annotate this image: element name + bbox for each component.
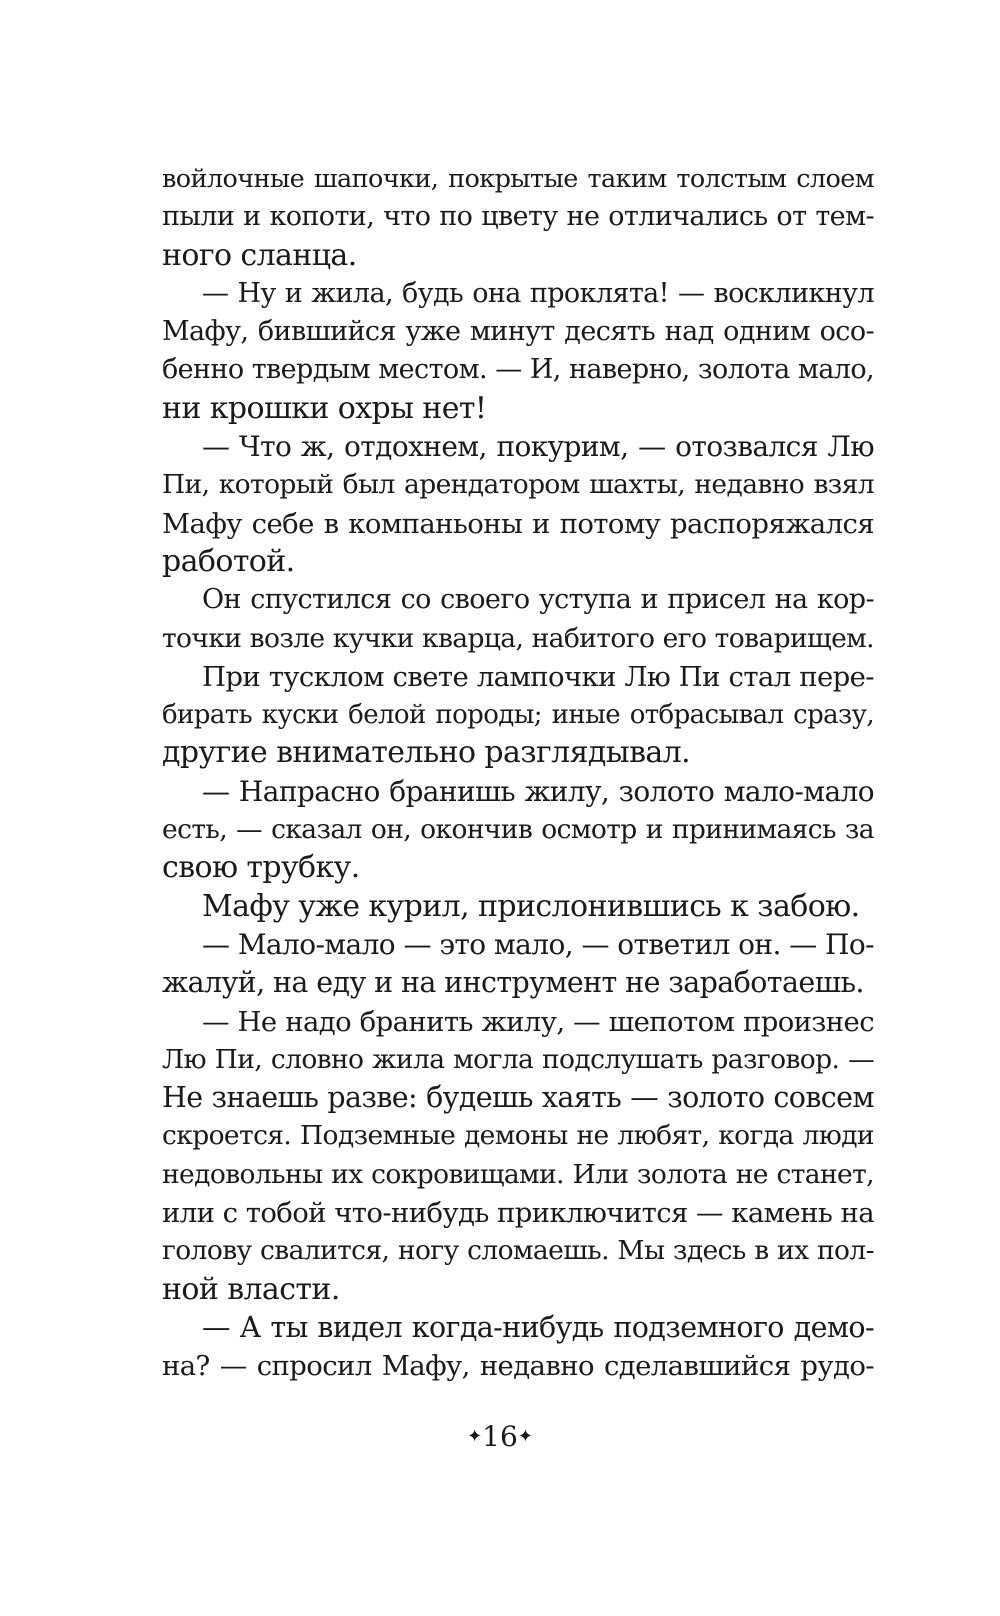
text-line: другие внимательно разглядывал. — [162, 735, 691, 771]
ornament-left-icon: ✦ — [467, 1426, 483, 1447]
text-line: Лю Пи, словно жила могла подслушать разговор. — — [162, 1043, 874, 1075]
text-line: есть, — сказал он, окончив осмотр и принимаясь за — [162, 814, 874, 846]
text-line: — Не надо бранить жилу, — шепотом произнес — [202, 1005, 874, 1038]
text-line: на? — спросил Мафу, недавно сделавшийся рудо- — [162, 1350, 874, 1383]
text-line: Мафу, бившийся уже минут десять над одним осо- — [162, 316, 874, 348]
text-line: войлочные шапочки, покрытые таким толстым слоем — [162, 164, 874, 194]
text-line: — Мало-мало — это мало, — ответил он. — По- — [202, 927, 874, 961]
text-line: бирать куски белой породы; иные отбрасывал сразу, — [162, 700, 874, 731]
text-line: голову свалится, ногу сломаешь. Мы здесь в их пол- — [162, 1235, 874, 1267]
body-text — [162, 160, 874, 1386]
text-line: пыли и копоти, что по цвету не отличались от тем- — [162, 201, 874, 233]
page-number: 16 — [482, 1420, 518, 1453]
page-footer — [0, 1420, 1000, 1453]
text-line: Пи, который был арендатором шахты, недавно взял — [162, 469, 874, 501]
text-line: ного сланца. — [162, 237, 357, 273]
text-line: скроется. Подземные демоны не любят, когда люди — [162, 1120, 874, 1152]
text-line: Он спустился со своего уступа и присел на кор- — [202, 584, 874, 616]
text-line: Не знаешь разве: будешь хаять — золото совсем — [162, 1081, 874, 1115]
text-line: При тусклом свете лампочки Лю Пи стал пере- — [202, 660, 874, 693]
text-line: точки возле кучки кварца, набитого его товарищем. — [162, 622, 874, 654]
text-line: — А ты видел когда-нибудь подземного демо- — [202, 1310, 874, 1344]
text-line: Мафу уже курил, прислонившись к забою. — [202, 888, 860, 924]
text-line: ни крошки охры нет! — [162, 390, 487, 426]
ornament-right-icon: ✦ — [517, 1426, 533, 1447]
text-line: — Ну и жила, будь она проклята! — воскликнул — [202, 277, 874, 309]
text-line: работой. — [162, 543, 295, 579]
text-line: — Напрасно бранишь жилу, золото мало-мало — [202, 774, 874, 808]
text-line: свою трубку. — [162, 850, 360, 886]
text-line: ной власти. — [162, 1271, 340, 1307]
text-line: недовольны их сокровищами. Или золота не станет, — [162, 1158, 874, 1190]
text-line: — Что ж, отдохнем, покурим, — отозвался Лю — [202, 430, 874, 464]
text-line: бенно твердым местом. — И, наверно, золота мало, — [162, 354, 874, 386]
text-line: Мафу себе в компаньоны и потому распоряжался — [162, 507, 874, 540]
text-line: или с тобой что-нибудь приключится — камень на — [162, 1197, 874, 1230]
text-line: жалуй, на еду и на инструмент не заработаешь. — [162, 966, 864, 1000]
